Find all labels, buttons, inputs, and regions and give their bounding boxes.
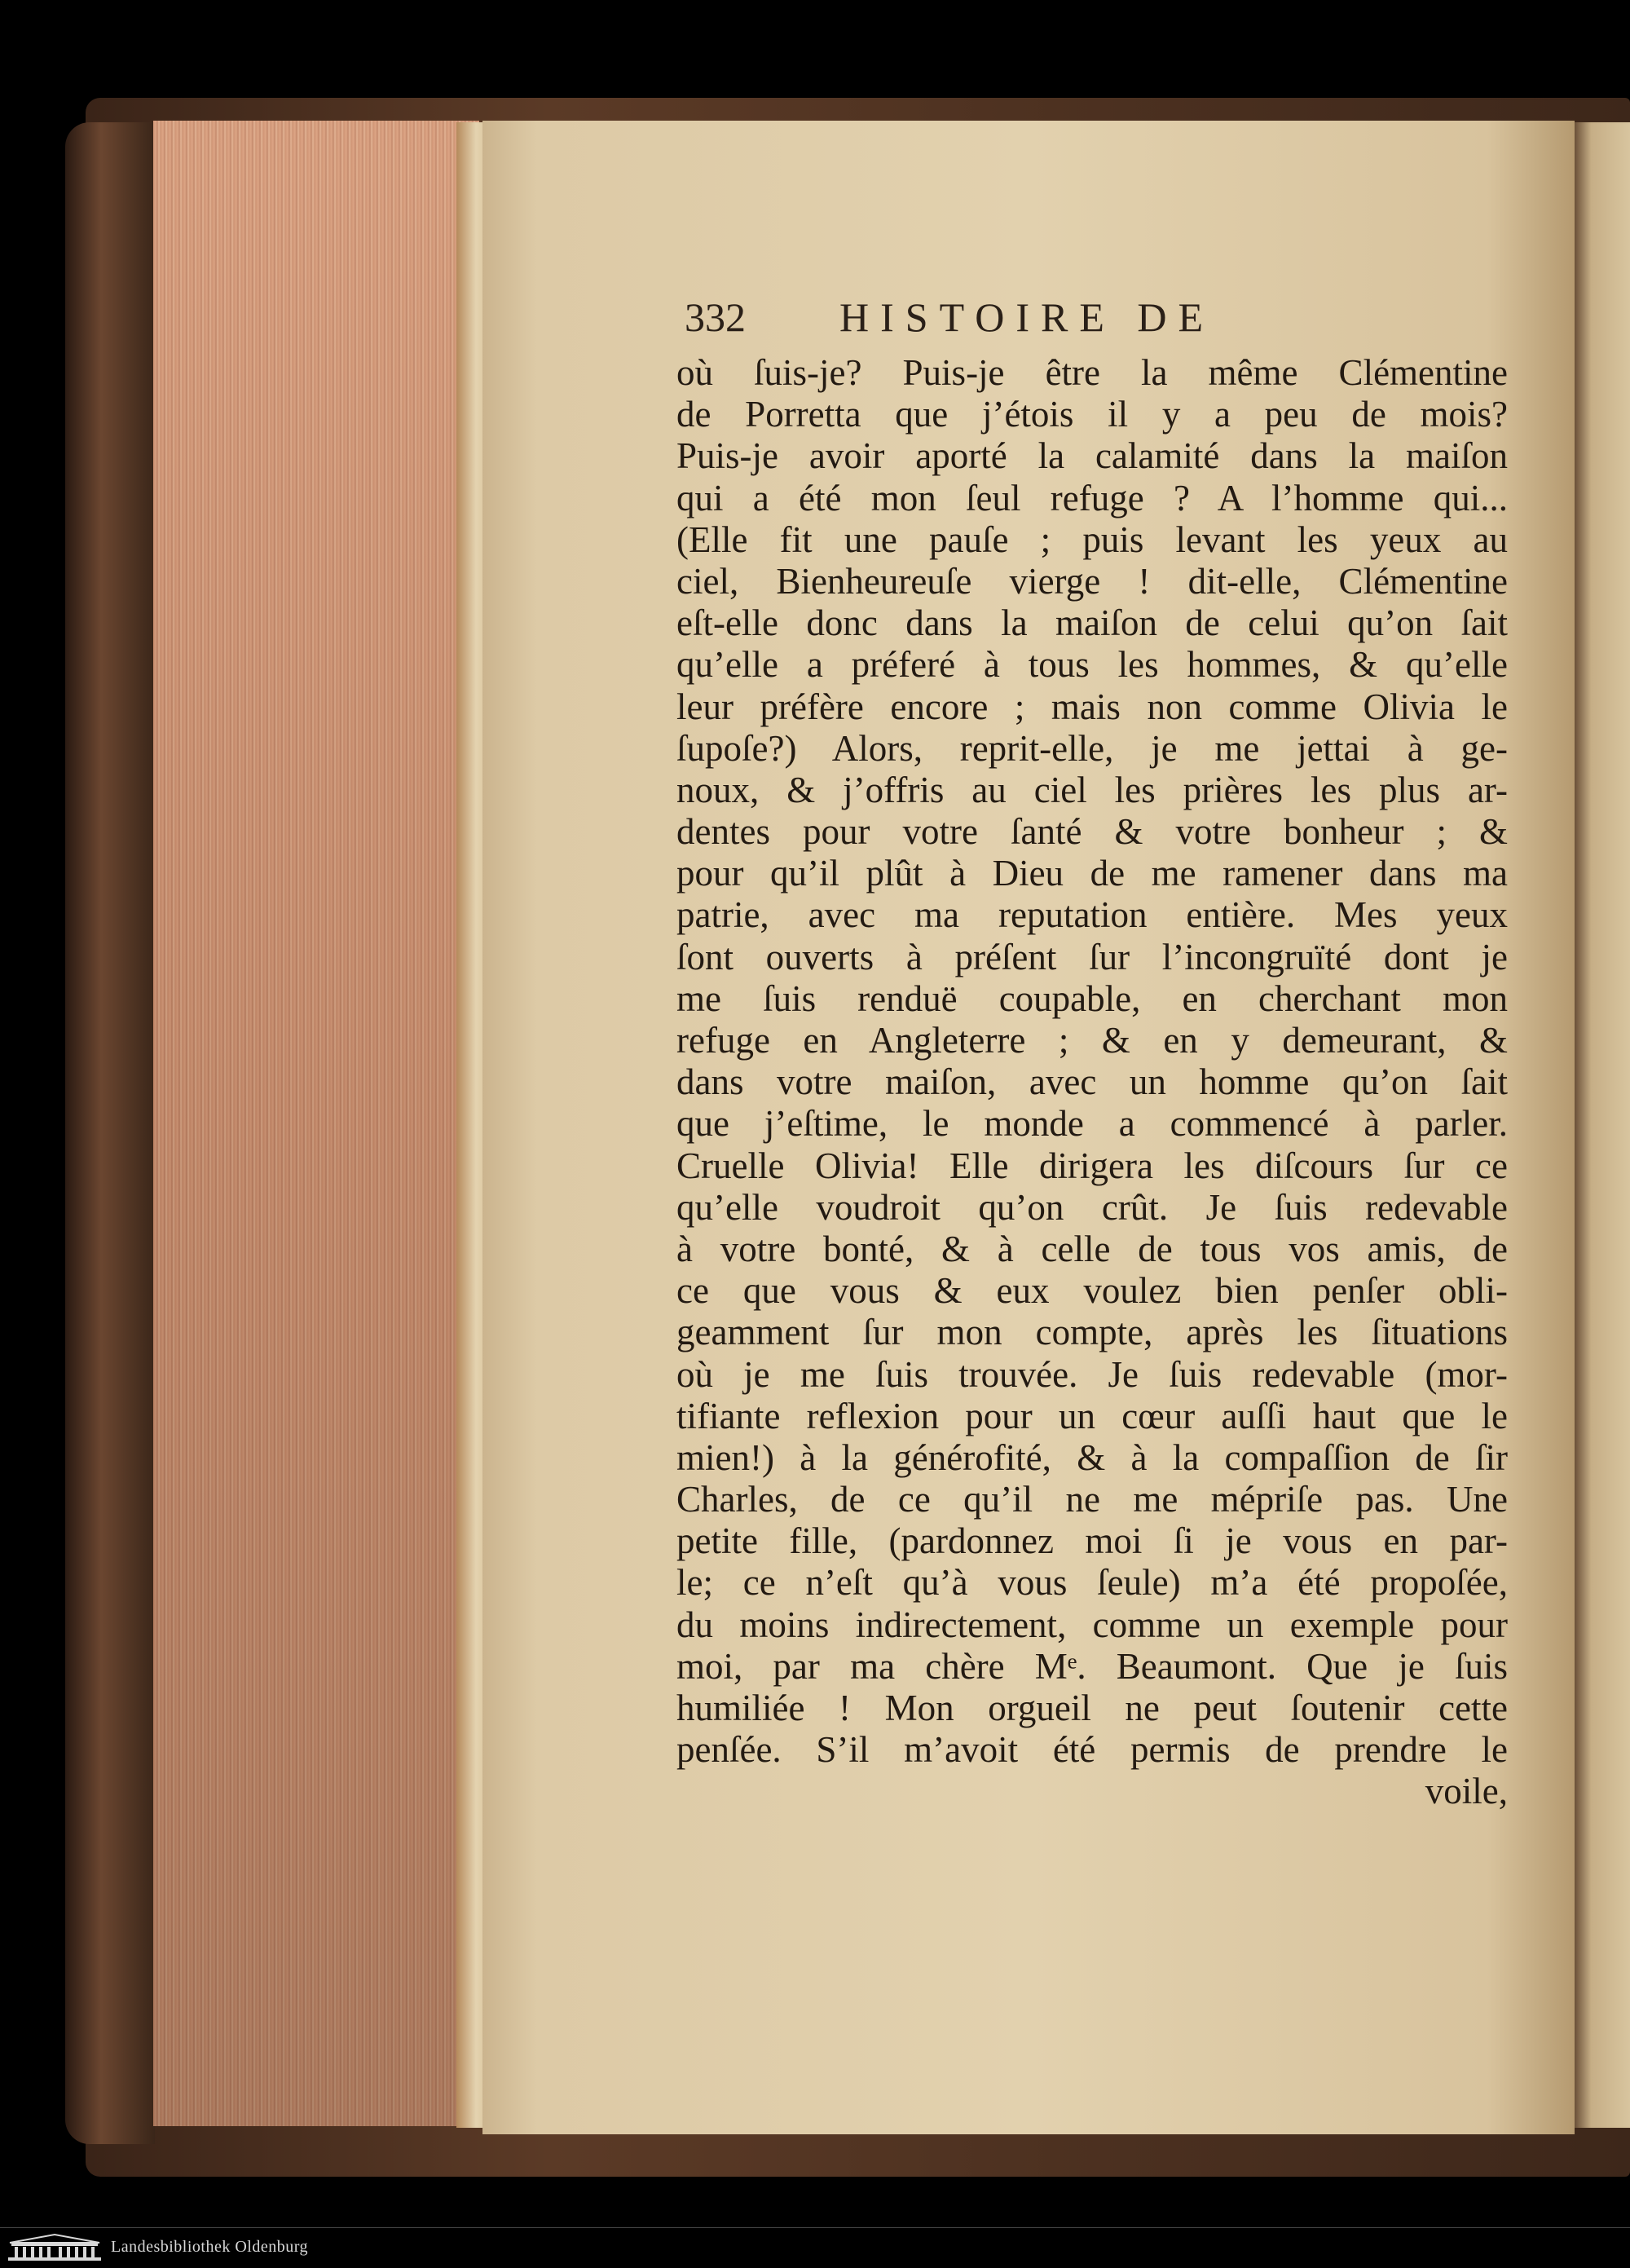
text-line: patrie, avec ma reputation entière. Mes yeux: [676, 894, 1508, 936]
text-line: tifiante reflexion pour un cœur auſſi haut que le: [676, 1395, 1508, 1436]
text-line: ce que vous & eux voulez bien penſer obli-: [676, 1270, 1508, 1312]
footer-bar: [0, 2227, 1630, 2268]
text-line: le; ce n’eſt qu’à vous ſeule) m’a été propoſée,: [676, 1562, 1508, 1604]
text-line: du moins indirectement, comme un exemple pour: [676, 1604, 1508, 1645]
text-line: eſt-elle donc dans la maiſon de celui qu’on ſait: [676, 602, 1508, 644]
text-line: noux, & j’offris au ciel les prières les plus ar-: [676, 769, 1508, 810]
text-line: Charles, de ce qu’il ne me mépriſe pas. Une: [676, 1479, 1508, 1520]
text-line: que j’eſtime, le monde a commencé à parler.: [676, 1103, 1508, 1145]
text-line: dentes pour votre ſanté & votre bonheur ; &: [676, 811, 1508, 853]
text-line: qui a été mon ſeul refuge ? A l’homme qui...: [676, 477, 1508, 518]
text-line: petite fille, (pardonnez moi ſi je vous en par-: [676, 1520, 1508, 1562]
text-line: ſupoſe?) Alors, reprit-elle, je me jettai à ge-: [676, 727, 1508, 769]
text-line: qu’elle a préferé à tous les hommes, & qu’elle: [676, 644, 1508, 686]
text-line: humiliée ! Mon orgueil ne peut ſoutenir cette: [676, 1688, 1508, 1728]
text-line: (Elle fit une pauſe ; puis levant les yeux au: [676, 518, 1508, 560]
text-line: à votre bonté, & à celle de tous vos amis, de: [676, 1228, 1508, 1269]
text-line: leur préfère encore ; mais non comme Olivia le: [676, 686, 1508, 727]
text-line: de Porretta que j’étois il y a peu de mois?: [676, 394, 1508, 435]
text-line: mien!) à la générofité, & à la compaſſion de ſir: [676, 1436, 1508, 1478]
text-line: ſont ouverts à préſent ſur l’incongruïté dont je: [676, 936, 1508, 977]
text-line: me ſuis renduë coupable, en cherchant mon: [676, 977, 1508, 1019]
library-building-icon: [7, 2233, 103, 2262]
page-number: 332: [685, 294, 746, 340]
leather-spine-edge: [65, 122, 155, 2144]
text-line: Puis-je avoir aporté la calamité dans la maiſon: [676, 435, 1508, 477]
running-title: HISTOIRE DE: [839, 294, 1215, 340]
text-line: voile,: [1425, 1771, 1508, 1812]
text-line: refuge en Angleterre ; & en y demeurant, &: [676, 1020, 1508, 1061]
text-line: ciel, Bienheureuſe vierge ! dit-elle, Clémentine: [676, 560, 1508, 602]
text-line: moi, par ma chère Mᵉ. Beaumont. Que je ſuis: [676, 1645, 1508, 1687]
text-line: qu’elle voudroit qu’on crût. Je ſuis redevable: [676, 1186, 1508, 1228]
page-text: [676, 352, 1508, 1813]
facing-page-edge: [1575, 122, 1630, 2128]
text-line: pour qu’il plût à Dieu de me ramener dans ma: [676, 853, 1508, 894]
text-line: penſée. S’il m’avoit été permis de prendre le: [676, 1729, 1508, 1771]
text-line: dans votre maiſon, avec un homme qu’on ſait: [676, 1061, 1508, 1103]
library-name: Landesbibliothek Oldenburg: [111, 2238, 309, 2256]
text-line: où ſuis-je? Puis-je être la même Clémentine: [676, 352, 1508, 393]
text-line: Cruelle Olivia! Elle dirigera les diſcours ſur ce: [676, 1145, 1508, 1186]
text-line: geamment ſur mon compte, après les ſituations: [676, 1312, 1508, 1353]
text-line: où je me ſuis trouvée. Je ſuis redevable (mor-: [676, 1353, 1508, 1395]
